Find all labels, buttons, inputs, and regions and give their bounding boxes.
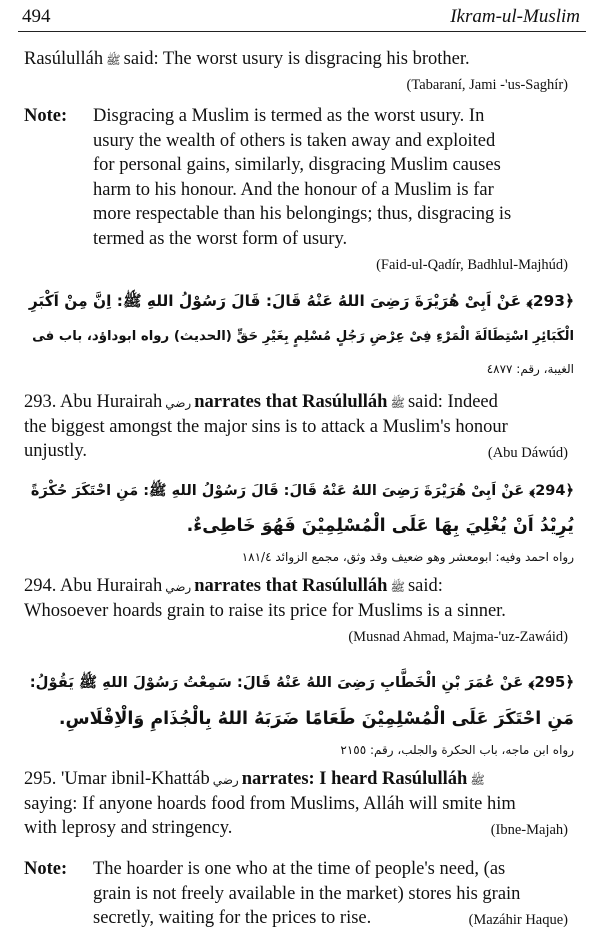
intro-line: Rasúlulláh ﷺ said: The worst usury is disgracing his brother. (24, 47, 576, 72)
arabic-text: يُرِيْدُ اَنْ يُغْلِيَ بِهَا عَلَى الْمُسْلِمِيْنَ فَهُوَ خَاطِیءٌ. (186, 516, 574, 536)
arabic-text: ﴿295﴾ عَنْ عُمَرَ بْنِ الْخَطَّابِ رَضِیَ اللهُ عَنْهُ قَالَ: سَمِعْتُ رَسُوْلَ اللهِ ﷺ يَقُوْلُ: (29, 674, 574, 691)
salutation-icon: ﷺ (106, 52, 121, 67)
note-line: grain is not freely available in the market) stores his grain (93, 884, 521, 904)
salutation-icon: رضي (165, 579, 192, 594)
hadith-source: (Musnad Ahmad, Majma-'uz-Zawáid) (348, 629, 568, 645)
note-label: Note: (24, 106, 68, 126)
salutation-icon: رضي (212, 772, 239, 787)
note-line: The hoarder is one who at the time of people's need, (as (93, 859, 506, 879)
salutation-icon: رضي (165, 395, 192, 410)
hadith-line: with leprosy and stringency. (24, 818, 233, 838)
hadith-translation: 293. Abu Hurairah رضي narrates that Rasúlulláh ﷺ said: Indeed (24, 390, 576, 415)
page-number: 494 (22, 6, 51, 27)
intro-source: (Tabaraní, Jami -'us-Saghír) (406, 77, 568, 93)
arabic-reference: رواه ابن ماجه، باب الحكرة والجلب، رقم: ٢١٥٥ (340, 743, 574, 757)
arabic-text: ﴿293﴾ عَنْ اَبِیْ هُرَیْرَةَ رَضِیَ اللهُ عَنْهُ قَالَ: قَالَ رَسُوْلُ اللهِ ﷺ: اِنَّ مِنْ اَكْبَرِ (28, 292, 574, 310)
salutation-icon: ﷺ (470, 772, 485, 787)
page-header (0, 0, 600, 34)
note-line: Disgracing a Muslim is termed as the worst usury. In (93, 106, 485, 126)
note-line: usury the wealth of others is taken away and exploited (93, 131, 496, 151)
arabic-reference: الغيبة، رقم: ٤٨٧٧ (486, 362, 574, 376)
note-source: (Mazáhir Haque) (468, 912, 568, 928)
hadith-translation: 295. 'Umar ibnil-Khattáb رضي narrates: I heard Rasúlulláh ﷺ (24, 767, 576, 792)
hadith-source: (Ibne-Majah) (490, 822, 568, 838)
note-source: (Faid-ul-Qadír, Badhlul-Majhúd) (376, 257, 568, 273)
note-line: secretly, waiting for the prices to rise. (93, 908, 372, 928)
hadith-line: saying: If anyone hoards food from Muslims, Alláh will smite him (24, 794, 516, 814)
hadith-source: (Abu Dáwúd) (487, 445, 568, 461)
header-rule (18, 31, 586, 32)
note-line: termed as the worst form of usury. (93, 229, 348, 249)
salutation-icon: ﷺ (390, 579, 405, 594)
note-label: Note: (24, 859, 68, 879)
hadith-line: the biggest amongst the major sins is to attack a Muslim's honour (24, 417, 508, 437)
arabic-reference: رواه احمد وفيه: ابومعشر وهو ضعيف وقد وثق، مجمع الزوائد ١٨١/٤ (241, 550, 574, 564)
hadith-translation: 294. Abu Hurairah رضي narrates that Rasúlulláh ﷺ said: (24, 574, 576, 599)
note-line: for personal gains, similarly, disgracing Muslim causes (93, 155, 501, 175)
book-title: Ikram-ul-Muslim (450, 6, 580, 27)
arabic-text: مَنِ احْتَكَرَ عَلَى الْمُسْلِمِيْنَ طَعَامًا ضَرَبَهُ اللهُ بِالْجُذَامِ وَالْاِفْلَاسِ. (58, 709, 574, 729)
salutation-icon: ﷺ (390, 395, 405, 410)
hadith-line: Whosoever hoards grain to raise its price for Muslims is a sinner. (24, 601, 506, 621)
arabic-text: ﴿294﴾ عَنْ اَبِیْ هُرَیْرَةَ رَضِیَ اللهُ عَنْهُ قَالَ: قَالَ رَسُوْلُ اللهِ ﷺ: مَنِ احْتَكَرَ حُكْرَةً (30, 483, 574, 499)
arabic-text: الْكَبَائِرِ اسْتِطَالَةَ الْمَرْءِ فِیْ عِرْضِ رَجُلٍ مُسْلِمٍ بِغَيْرِ حَقٍّ (الحديث) رواه ابوداؤد، باب فی (32, 329, 574, 344)
note-line: harm to his honour. And the honour of a Muslim is far (93, 180, 494, 200)
hadith-line: unjustly. (24, 441, 88, 461)
note-line: more respectable than his belongings; thus, disgracing is (93, 204, 512, 224)
